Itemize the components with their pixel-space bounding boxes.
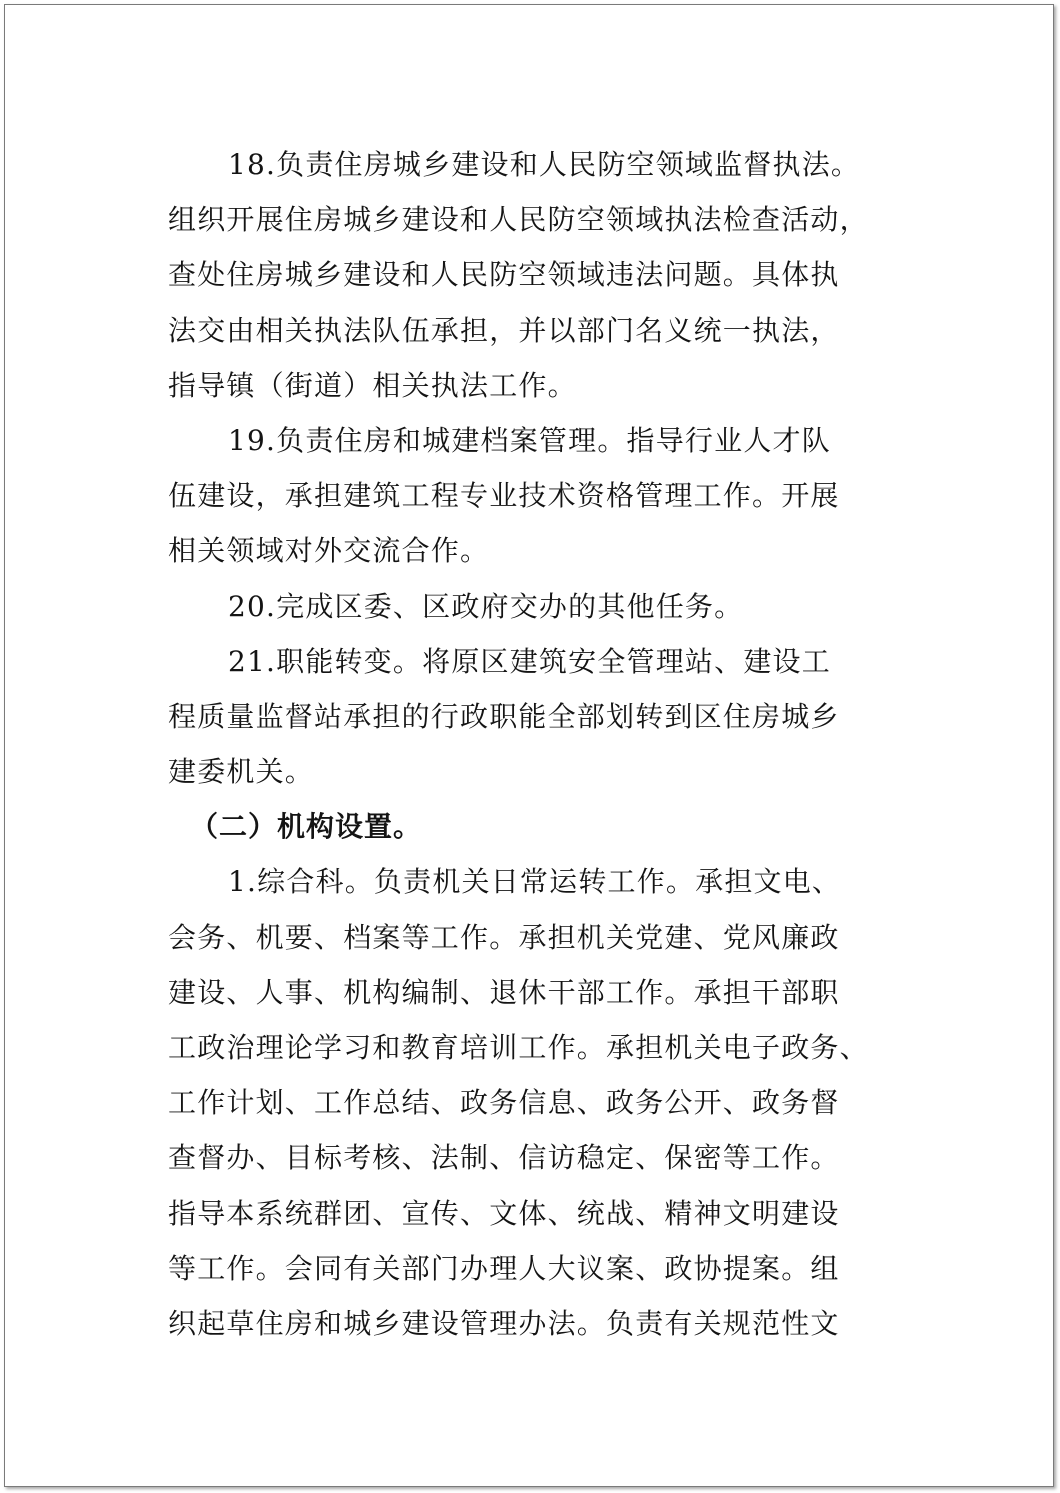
paragraph-18-line-3: 查处住房城乡建设和人民防空领域违法问题。具体执: [168, 258, 840, 292]
paragraph-21-line-3: 建委机关。: [168, 755, 315, 789]
paragraph-18-line-1: 18.负责住房城乡建设和人民防空领域监督执法。: [228, 148, 861, 181]
paragraph-21-line-2: 程质量监督站承担的行政职能全部划转到区住房城乡: [168, 699, 840, 733]
paragraph-19-line-3: 相关领域对外交流合作。: [168, 534, 490, 568]
document-body: [168, 137, 928, 1351]
paragraph-1-line-9: 织起草住房和城乡建设管理办法。负责有关规范性文: [168, 1306, 840, 1340]
paragraph-18-line-5: 指导镇（街道）相关执法工作。: [168, 368, 577, 402]
paragraph-1-line-8: 等工作。会同有关部门办理人大议案、政协提案。组: [168, 1251, 840, 1285]
document-page: [4, 4, 1054, 1487]
paragraph-19-line-2: 伍建设，承担建筑工程专业技术资格管理工作。开展: [168, 479, 840, 513]
paragraph-20-line-1: 20.完成区委、区政府交办的其他任务。: [228, 589, 744, 623]
paragraph-1-line-7: 指导本系统群团、宣传、文体、统战、精神文明建设: [168, 1196, 840, 1230]
paragraph-18-line-2: 组织开展住房城乡建设和人民防空领域执法检查活动，: [168, 203, 869, 237]
paragraph-18-line-4: 法交由相关执法队伍承担，并以部门名义统一执法，: [168, 313, 840, 347]
paragraph-1-line-3: 建设、人事、机构编制、退休干部工作。承担干部职: [168, 975, 840, 1009]
paragraph-19-line-1: 19.负责住房和城建档案管理。指导行业人才队: [228, 423, 831, 457]
paragraph-1-line-6: 查督办、目标考核、法制、信访稳定、保密等工作。: [168, 1141, 840, 1175]
paragraph-1-line-2: 会务、机要、档案等工作。承担机关党建、党风廉政: [168, 920, 840, 954]
paragraph-1-line-4: 工政治理论学习和教育培训工作。承担机关电子政务、: [168, 1031, 869, 1064]
section-heading: （二）机构设置。: [190, 810, 423, 844]
paragraph-1-line-5: 工作计划、工作总结、政务信息、政务公开、政务督: [168, 1086, 840, 1120]
paragraph-1-line-1: 1.综合科。负责机关日常运转工作。承担文电、: [228, 865, 842, 899]
paragraph-21-line-1: 21.职能转变。将原区建筑安全管理站、建设工: [228, 644, 831, 678]
